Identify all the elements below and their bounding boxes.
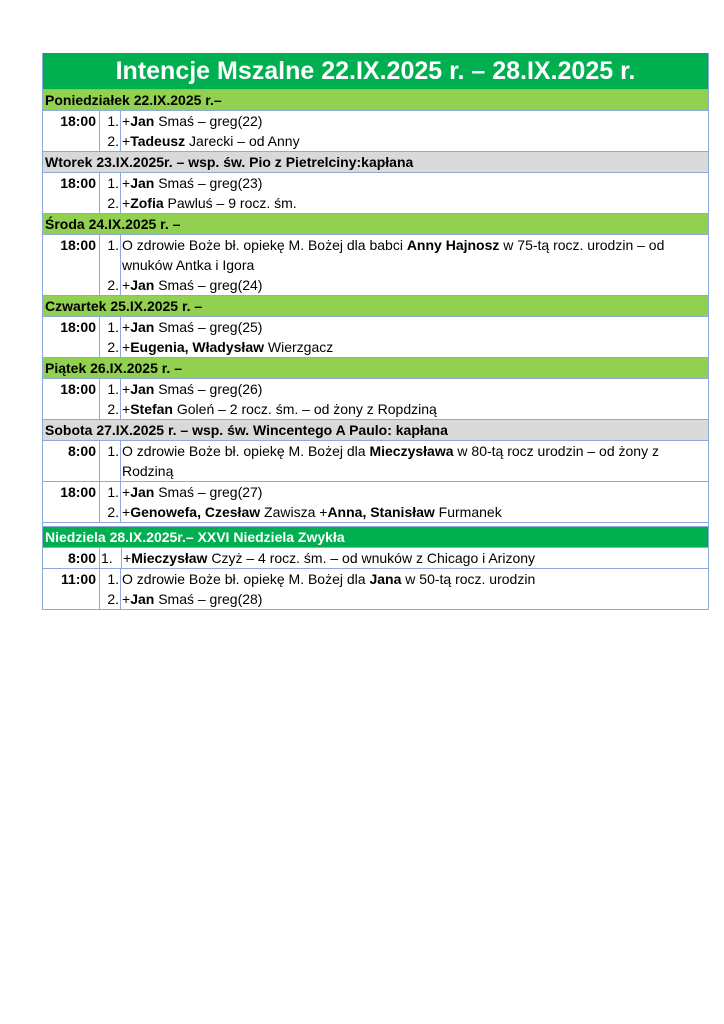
intention-text-part: O zdrowie Boże bł. opiekę M. Bożej dla — [122, 443, 370, 459]
intention-text-part: O zdrowie Boże bł. opiekę M. Bożej dla babci — [122, 237, 407, 253]
intention-text-part: Jarecki – od Anny — [185, 133, 300, 149]
intention-text-part: Smaś – greg(27) — [154, 484, 263, 500]
intention-row — [43, 173, 708, 194]
mass-time — [43, 589, 100, 609]
mass-time — [43, 131, 100, 151]
mass-block — [43, 172, 708, 213]
intention-name: Genowefa, Czesław — [130, 504, 261, 520]
intention-text — [121, 502, 709, 522]
mass-time: 18:00 — [43, 111, 100, 132]
intention-text-part: + — [122, 504, 131, 520]
intention-text — [121, 379, 709, 400]
intention-name: Stefan — [130, 401, 173, 417]
intention-number: 1. — [100, 569, 121, 590]
intention-text-part: + — [122, 113, 131, 129]
intention-row — [43, 111, 708, 132]
mass-time: 8:00 — [43, 548, 100, 569]
intention-number: 2. — [100, 399, 121, 419]
intention-name: Jan — [130, 319, 155, 335]
intention-text-part: Goleń – 2 rocz. śm. – od żony z Ropdziną — [172, 401, 437, 417]
mass-block — [43, 378, 708, 419]
mass-block — [43, 440, 708, 481]
mass-time — [43, 399, 100, 419]
intention-name: Jan — [130, 381, 155, 397]
intention-text — [121, 173, 709, 194]
intention-number: 2. — [100, 193, 121, 213]
mass-block — [43, 234, 708, 295]
intention-number: 1. — [100, 317, 121, 338]
intention-text-part: + — [122, 195, 131, 211]
days-list — [43, 89, 708, 609]
intention-text-part: + — [122, 591, 131, 607]
intention-text-part: Smaś – greg(26) — [154, 381, 263, 397]
intention-text-part: + — [122, 484, 131, 500]
intention-row — [43, 569, 708, 590]
intention-number: 1. — [100, 379, 121, 400]
intention-number: 1. — [100, 441, 121, 482]
intention-text-part: + — [122, 319, 131, 335]
intention-name: Anna, Stanisław — [327, 504, 435, 520]
intention-text — [121, 235, 709, 276]
mass-block — [43, 568, 708, 609]
intention-row — [43, 275, 708, 295]
intention-number: 2. — [100, 337, 121, 357]
intention-text-part: + — [122, 401, 131, 417]
intention-text-part: O zdrowie Boże bł. opiekę M. Bożej dla — [122, 571, 370, 587]
intention-number: 1. — [100, 482, 121, 503]
intention-number: 2. — [100, 275, 121, 295]
mass-time: 18:00 — [43, 482, 100, 503]
intention-text — [121, 193, 709, 213]
page-title: Intencje Mszalne 22.IX.2025 r. – 28.IX.2025 r. — [43, 53, 708, 89]
intentions-sheet — [42, 53, 709, 610]
intention-row — [43, 235, 708, 276]
intention-number: 1. — [100, 173, 121, 194]
intention-text — [121, 131, 709, 151]
intention-name: Mieczysław — [131, 550, 208, 566]
intention-text — [121, 317, 709, 338]
intention-row — [43, 482, 708, 503]
intention-row — [43, 502, 708, 522]
intention-text — [121, 441, 709, 482]
intention-name: Mieczysława — [369, 443, 454, 459]
intention-name: Tadeusz — [130, 133, 186, 149]
mass-time — [43, 337, 100, 357]
intention-row — [43, 379, 708, 400]
intention-number: 1. — [100, 548, 122, 569]
day-header: Poniedziałek 22.IX.2025 r.– — [43, 89, 708, 110]
intention-row — [43, 399, 708, 419]
intention-text-part: w 50-tą rocz. urodzin — [401, 571, 536, 587]
intention-text — [122, 548, 709, 569]
mass-time: 18:00 — [43, 379, 100, 400]
mass-time: 18:00 — [43, 317, 100, 338]
mass-time — [43, 193, 100, 213]
intention-name: Jan — [130, 175, 155, 191]
intention-row — [43, 441, 708, 482]
day-header: Piątek 26.IX.2025 r. – — [43, 357, 708, 378]
intention-row — [43, 337, 708, 357]
intention-text-part: + — [122, 133, 131, 149]
intention-text-part: + — [122, 381, 131, 397]
intention-text-part: Smaś – greg(24) — [154, 277, 263, 293]
intention-text — [121, 569, 709, 590]
intention-row — [43, 131, 708, 151]
intention-text-part: Smaś – greg(23) — [154, 175, 263, 191]
mass-time: 18:00 — [43, 235, 100, 276]
day-header: Środa 24.IX.2025 r. – — [43, 213, 708, 234]
intention-text-part: + — [122, 339, 131, 355]
day-header: Niedziela 28.IX.2025r.– XXVI Niedziela Zwykła — [43, 526, 708, 547]
mass-block — [43, 316, 708, 357]
intention-text-part: Furmanek — [434, 504, 502, 520]
intention-text — [121, 111, 709, 132]
intention-row — [43, 317, 708, 338]
intention-name: Eugenia, Władysław — [130, 339, 265, 355]
intention-number: 2. — [100, 589, 121, 609]
intention-number: 2. — [100, 502, 121, 522]
day-header: Sobota 27.IX.2025 r. – wsp. św. Wincentego A Paulo: kapłana — [43, 419, 708, 440]
intention-name: Jana — [369, 571, 402, 587]
intention-text-part: w 75-tą rocz. urodzin – od wnuków Antka i Igora — [122, 237, 665, 273]
mass-block — [43, 481, 708, 522]
intention-text-part: + — [122, 175, 131, 191]
day-header: Czwartek 25.IX.2025 r. – — [43, 295, 708, 316]
intention-text-part: Pawluś – 9 rocz. śm. — [163, 195, 297, 211]
intention-number: 2. — [100, 131, 121, 151]
intention-text-part: + — [122, 277, 131, 293]
intention-text-part: w 80-tą rocz urodzin – od żony z Rodziną — [122, 443, 659, 479]
intention-row — [43, 193, 708, 213]
mass-time — [43, 275, 100, 295]
intention-number: 1. — [100, 235, 121, 276]
intention-name: Jan — [130, 113, 155, 129]
intention-text-part: Smaś – greg(28) — [154, 591, 263, 607]
intention-text-part: Smaś – greg(22) — [154, 113, 263, 129]
mass-time: 8:00 — [43, 441, 100, 482]
mass-time: 11:00 — [43, 569, 100, 590]
intention-text-part: + — [123, 550, 132, 566]
intention-text — [121, 589, 709, 609]
intention-name: Jan — [130, 277, 155, 293]
mass-time: 18:00 — [43, 173, 100, 194]
intention-text — [121, 482, 709, 503]
mass-block — [43, 110, 708, 151]
intention-text — [121, 399, 709, 419]
intention-text-part: Smaś – greg(25) — [154, 319, 263, 335]
mass-block — [43, 547, 708, 568]
intention-text-part: Wierzgacz — [264, 339, 334, 355]
intention-name: Jan — [130, 484, 155, 500]
intention-row — [43, 589, 708, 609]
intention-name: Anny Hajnosz — [406, 237, 500, 253]
intention-text-part: Zawisza + — [260, 504, 328, 520]
intention-name: Jan — [130, 591, 155, 607]
intention-row — [43, 548, 708, 569]
intention-text — [121, 337, 709, 357]
intention-name: Zofia — [130, 195, 164, 211]
intention-number: 1. — [100, 111, 121, 132]
day-header: Wtorek 23.IX.2025r. – wsp. św. Pio z Pietrelciny:kapłana — [43, 151, 708, 172]
intention-text — [121, 275, 709, 295]
mass-time — [43, 502, 100, 522]
intention-text-part: Czyż – 4 rocz. śm. – od wnuków z Chicago i Arizony — [207, 550, 536, 566]
